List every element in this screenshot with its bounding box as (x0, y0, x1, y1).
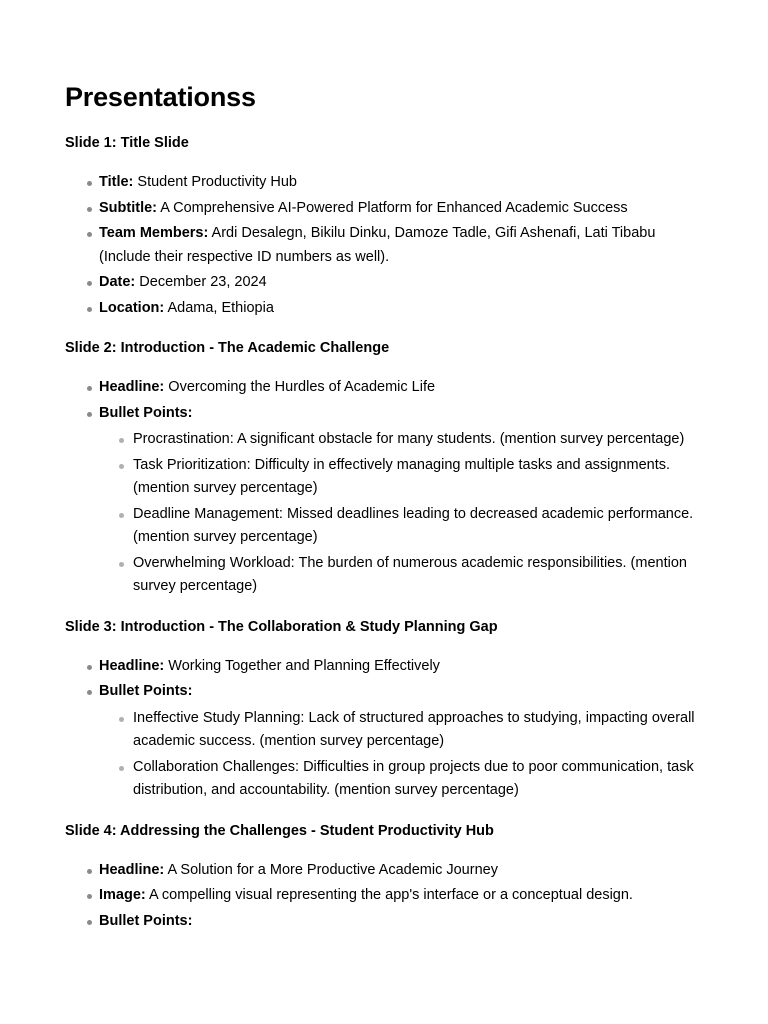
item-text: Working Together and Planning Effectively (164, 657, 440, 674)
item-label: Headline: (99, 657, 165, 674)
slide-3-sublist (99, 707, 705, 803)
item-label: Headline: (99, 861, 165, 878)
slide-1-list (65, 171, 705, 320)
sub-list-item: Overwhelming Workload: The burden of numerous academic responsibilities. (mention survey percentage) (99, 552, 705, 599)
sub-list-item: Ineffective Study Planning: Lack of structured approaches to studying, impacting overall academic success. (mention survey percentage) (99, 707, 705, 754)
item-label: Subtitle: (99, 199, 157, 216)
list-item (65, 884, 705, 908)
list-item (65, 655, 705, 679)
list-item (65, 680, 705, 803)
document-body (65, 132, 705, 950)
list-item (65, 402, 705, 599)
item-label: Headline: (99, 379, 165, 395)
sub-list-item: Deadline Management: Missed deadlines leading to decreased academic performance. (mention survey percentage) (99, 503, 705, 550)
item-label: Image: (99, 887, 146, 903)
item-text: Adama, Ethiopia (164, 299, 274, 316)
item-label: Team Members: (99, 225, 209, 241)
item-text: Student Productivity Hub (133, 174, 297, 190)
item-text: December 23, 2024 (135, 274, 267, 290)
item-label: Bullet Points: (99, 404, 193, 421)
item-text: A Comprehensive AI-Powered Platform for Enhanced Academic Success (157, 199, 628, 216)
list-item (65, 222, 705, 269)
list-item (65, 859, 705, 883)
list-item (65, 171, 705, 195)
item-text: A Solution for a More Productive Academic Journey (164, 861, 498, 878)
item-label: Bullet Points: (99, 912, 193, 929)
item-label: Date: (99, 274, 136, 290)
sub-list-item: Task Prioritization: Difficulty in effectively managing multiple tasks and assignments. (mention survey percentage) (99, 454, 705, 501)
sub-list-item: Procrastination: A significant obstacle for many students. (mention survey percentage) (99, 428, 705, 452)
slide-2-heading: Slide 2: Introduction - The Academic Challenge (65, 340, 390, 356)
slide-4-heading: Slide 4: Addressing the Challenges - Student Productivity Hub (65, 822, 494, 839)
list-item (65, 197, 705, 221)
list-item (65, 271, 705, 295)
item-text: Overcoming the Hurdles of Academic Life (164, 379, 436, 395)
slide-2-sublist (99, 428, 705, 599)
list-item (65, 376, 705, 400)
item-text: Ardi Desalegn, Bikilu Dinku, Damoze Tadle, Gifi Ashenafi, Lati Tibabu (Include their respective ID numbers as well). (99, 225, 656, 265)
list-item (65, 910, 705, 934)
slide-4-list (65, 859, 705, 934)
item-text: A compelling visual representing the app's interface or a conceptual design. (145, 887, 633, 903)
slide-3-heading: Slide 3: Introduction - The Collaboration & Study Planning Gap (65, 618, 498, 635)
sub-list-item: Collaboration Challenges: Difficulties in group projects due to poor communication, task distribution, and accountability. (mention survey percentage) (99, 756, 705, 803)
list-item (65, 297, 705, 321)
item-label: Bullet Points: (99, 683, 193, 699)
slide-1-heading: Slide 1: Title Slide (65, 135, 189, 151)
slide-2-list (65, 376, 705, 599)
item-label: Title: (99, 174, 134, 190)
item-label: Location: (99, 299, 165, 316)
slide-3-list (65, 655, 705, 803)
page-title: Presentationss (65, 82, 256, 112)
